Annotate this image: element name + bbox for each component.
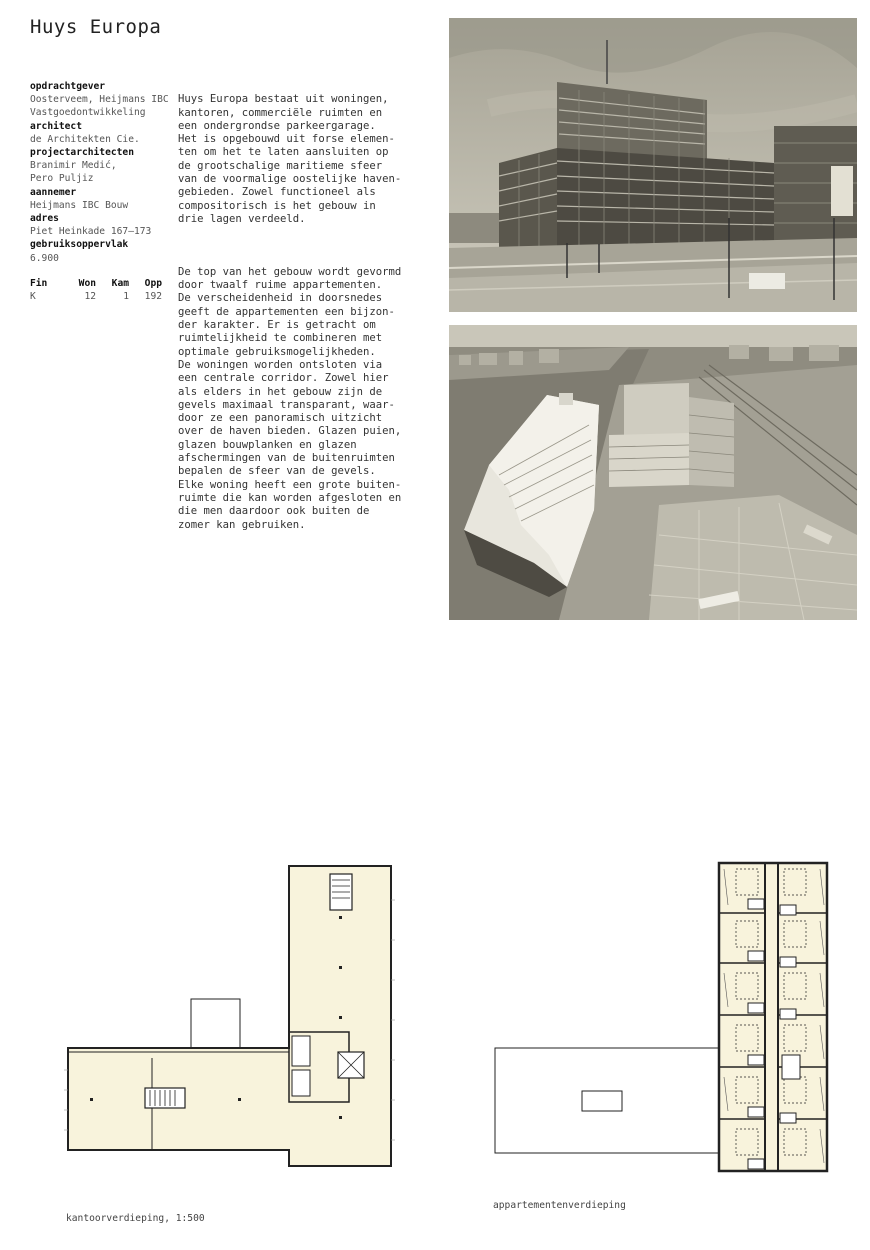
table-header: Kam — [111, 278, 129, 289]
caption-office-floor: kantoorverdieping, 1:500 — [66, 1213, 205, 1224]
table-cell: K — [30, 291, 36, 303]
table-cell: 192 — [144, 291, 162, 303]
table-header: Won — [78, 278, 96, 289]
meta-label: aannemer — [30, 186, 77, 198]
description-paragraph-1: Huys Europa bestaat uit woningen, kantoren, commerciële ruimten en een ondergrondse parkeergarage. Het is opgebouwd uit forse elemen- ten om het te laten aansluiten op de grootschalige maritieme sfeer van de voormalige oostelijke haven- gebieden. Zowel functioneel als compositorisch is het gebouw in drie lagen verdeeld. — [178, 93, 402, 225]
plan-office-floor — [60, 860, 400, 1175]
meta-value: Piet Heinkade 167–173 — [30, 226, 152, 238]
photo-building-exterior — [449, 18, 857, 312]
table-header-row — [30, 277, 162, 290]
meta-value: Branimir Medić, Pero Puljiz — [30, 160, 117, 185]
meta-item-contractor — [30, 186, 170, 212]
table-cell: 1 — [123, 291, 129, 303]
meta-value: Heijmans IBC Bouw — [30, 199, 129, 211]
meta-value: 6.900 — [30, 252, 59, 264]
meta-label: adres — [30, 213, 59, 225]
meta-item-project-architects — [30, 146, 170, 186]
meta-item-client — [30, 80, 170, 120]
meta-label: architect — [30, 120, 82, 132]
meta-label: gebruiksoppervlak — [30, 239, 129, 251]
description-text — [178, 80, 428, 545]
caption-apartment-floor: appartementenverdieping — [493, 1200, 626, 1211]
description-paragraph-2: De top van het gebouw wordt gevormd door twaalf ruime appartementen. De verscheidenheid in doorsnedes geeft de appartementen een bijzon- der karakter. Er is getracht om ruimtelijkheid te combineren met optimale gebruiksmogelijkheden. De woningen worden ontsloten via een centrale corridor. Zowel hier als elders in het gebouw zijn de gevels maximaal transparant, waar- door ze een panoramisch uitzicht over de haven bieden. Glazen puien, glazen bouwplanken en glazen afschermingen van de buitenruimten bepalen de sfeer van de gevels. Elke woning heeft een grote buiten- ruimte die kan worden afgesloten en die men daardoor ook buiten de zomer kan gebruiken. — [178, 265, 402, 531]
meta-item-floor-area — [30, 238, 170, 264]
page-title: Huys Europa — [30, 16, 162, 38]
dwelling-table — [30, 277, 162, 303]
photo-aerial-harbour — [449, 325, 857, 620]
project-meta — [30, 80, 170, 265]
meta-label: opdrachtgever — [30, 81, 106, 92]
table-header: Fin — [30, 278, 48, 289]
table-cell: 12 — [84, 291, 96, 303]
table-header: Opp — [144, 278, 162, 289]
meta-item-architect — [30, 120, 170, 146]
meta-value: Oosterveem, Heijmans IBC Vastgoedontwikkeling — [30, 94, 169, 119]
meta-value: de Architekten Cie. — [30, 133, 140, 145]
meta-item-address — [30, 212, 170, 238]
meta-label: projectarchitecten — [30, 147, 134, 159]
table-row — [30, 290, 162, 303]
plan-apartment-floor — [490, 855, 835, 1180]
